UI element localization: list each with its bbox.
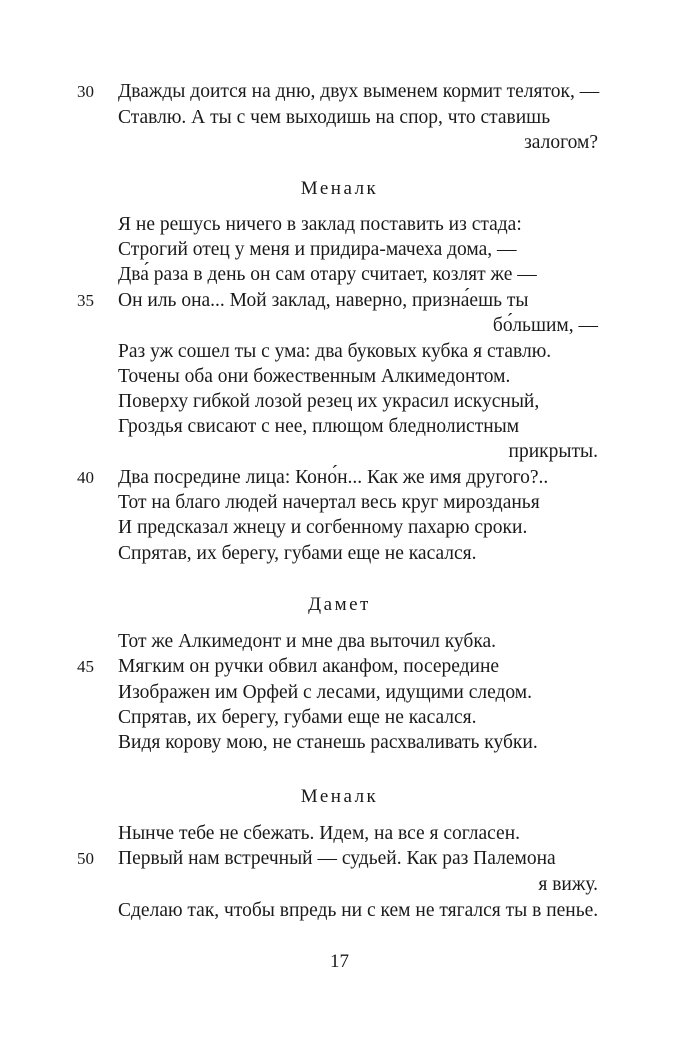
verse-line: Два посредине лица: Коно́н... Как же имя другого?.. bbox=[118, 467, 549, 488]
verse-line: Дважды доится на дню, двух выменем кормит теляток, — bbox=[118, 81, 600, 102]
verse-line-continuation: залогом? bbox=[524, 132, 598, 153]
verse-line: Спрятав, их берегу, губами еще не касался. bbox=[118, 543, 477, 564]
verse-line: Два́ раза в день он сам отару считает, козлят же — bbox=[118, 264, 537, 285]
verse-line: Точены оба они божественным Алкимедонтом. bbox=[118, 366, 511, 387]
line-number-35: 35 bbox=[77, 291, 94, 310]
verse-line: Видя корову мою, не станешь расхваливать кубки. bbox=[118, 732, 538, 753]
verse-line: Мягким он ручки обвил аканфом, посередине bbox=[118, 656, 500, 677]
verse-line: Он иль она... Мой заклад, наверно, призна́ешь ты bbox=[118, 290, 529, 311]
verse-line: Нынче тебе не сбежать. Идем, на все я согласен. bbox=[118, 823, 521, 844]
verse-line: Тот на благо людей начертал весь круг мирозданья bbox=[118, 492, 540, 513]
verse-line: Гроздья свисают с нее, плющом бледнолистным bbox=[118, 416, 520, 437]
line-number-40: 40 bbox=[77, 468, 94, 487]
line-number-45: 45 bbox=[77, 657, 94, 676]
verse-line: Я не решусь ничего в заклад поставить из стада: bbox=[118, 214, 522, 235]
verse-line: Первый нам встречный — судьей. Как раз Палемона bbox=[118, 848, 556, 869]
verse-line: Изображен им Орфей с лесами, идущими следом. bbox=[118, 682, 532, 703]
verse-line-continuation: я вижу. bbox=[538, 874, 598, 895]
verse-line: Спрятав, их берегу, губами еще не касался. bbox=[118, 707, 477, 728]
verse-line-continuation: прикрыты. bbox=[508, 441, 598, 462]
page-number: 17 bbox=[330, 951, 349, 972]
line-number-50: 50 bbox=[77, 849, 94, 868]
verse-line: И предсказал жнецу и согбенному пахарю сроки. bbox=[118, 517, 528, 538]
speaker-heading-menalk: Меналк bbox=[300, 786, 379, 807]
verse-line: Поверху гибкой лозой резец их украсил искусный, bbox=[118, 391, 540, 412]
line-number-30: 30 bbox=[77, 82, 94, 101]
speaker-heading-damet: Дамет bbox=[308, 594, 371, 615]
verse-line: Раз уж сошел ты с ума: два буковых кубка я ставлю. bbox=[118, 341, 552, 362]
verse-line: Тот же Алкимедонт и мне два выточил кубка. bbox=[118, 631, 497, 652]
speaker-heading-menalk: Меналк bbox=[300, 178, 379, 199]
verse-line: Ставлю. А ты с чем выходишь на спор, что ставишь bbox=[118, 107, 551, 128]
verse-line: Сделаю так, чтобы впредь ни с кем не тягался ты в пенье. bbox=[118, 900, 599, 921]
verse-line-continuation: бо́льшим, — bbox=[492, 315, 598, 336]
verse-line: Строгий отец у меня и придира-мачеха дома, — bbox=[118, 239, 517, 260]
